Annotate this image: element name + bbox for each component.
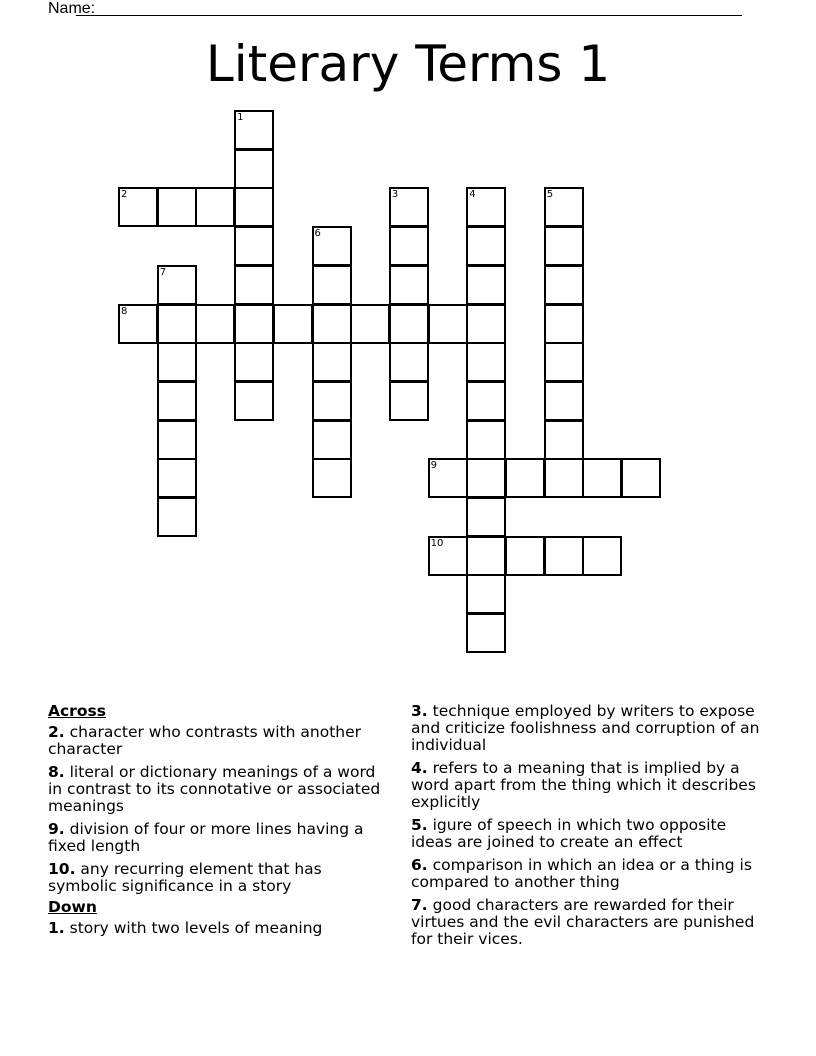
clue-text: literal or dictionary meanings of a word in contrast to its connotative or associated meanings	[48, 763, 381, 815]
grid-cell[interactable]	[466, 265, 506, 305]
grid-cell[interactable]	[312, 265, 352, 305]
clue-text: good characters are rewarded for their virtues and the evil characters are punished for their vices.	[411, 896, 755, 948]
grid-cell[interactable]	[428, 304, 468, 344]
down-heading: Down	[48, 898, 97, 916]
grid-cell[interactable]	[466, 342, 506, 382]
clue-number: 7.	[411, 896, 428, 914]
grid-cell[interactable]	[389, 381, 429, 421]
grid-cell[interactable]	[195, 304, 235, 344]
clue-number: 10.	[48, 860, 76, 878]
cell-number: 6	[314, 228, 321, 240]
grid-cell[interactable]	[157, 342, 197, 382]
grid-cell[interactable]	[389, 187, 429, 227]
grid-cell[interactable]	[273, 304, 313, 344]
grid-cell[interactable]	[350, 304, 390, 344]
cell-number: 5	[546, 189, 554, 201]
grid-cell[interactable]	[621, 458, 661, 498]
clues-left-column	[48, 703, 383, 943]
grid-cell[interactable]	[544, 187, 584, 227]
clue-down-7	[411, 897, 771, 948]
grid-cell[interactable]	[544, 381, 584, 421]
clue-text: character who contrasts with another character	[48, 723, 362, 758]
grid-cell[interactable]	[312, 226, 352, 266]
clue-text: any recurring element that has symbolic significance in a story	[48, 860, 322, 895]
clue-text: igure of speech in which two opposite ideas are joined to create an effect	[411, 816, 727, 851]
grid-cell[interactable]	[466, 420, 506, 460]
clue-text: refers to a meaning that is implied by a word apart from the thing which it describes explicitly	[411, 759, 756, 811]
grid-cell[interactable]	[234, 187, 274, 227]
grid-cell[interactable]	[312, 381, 352, 421]
name-label: Name:	[48, 0, 96, 17]
grid-cell[interactable]	[312, 420, 352, 460]
clue-text: division of four or more lines having a fixed length	[48, 820, 364, 855]
grid-cell[interactable]	[544, 458, 584, 498]
grid-cell[interactable]	[466, 613, 506, 653]
grid-cell[interactable]	[389, 226, 429, 266]
clue-across-9	[48, 821, 383, 855]
clue-text: story with two levels of meaning	[69, 919, 323, 937]
grid-cell[interactable]	[234, 226, 274, 266]
grid-cell[interactable]	[466, 458, 506, 498]
grid-cell[interactable]	[234, 381, 274, 421]
clue-number: 1.	[48, 919, 65, 937]
clue-number: 4.	[411, 759, 428, 777]
cell-number: 10	[430, 537, 444, 549]
cell-number: 4	[469, 189, 476, 201]
grid-cell[interactable]	[389, 342, 429, 382]
clue-down-3	[411, 703, 771, 754]
grid-cell[interactable]	[118, 304, 158, 344]
grid-cell[interactable]	[157, 304, 197, 344]
grid-cell[interactable]	[544, 420, 584, 460]
cell-number: 1	[237, 112, 244, 123]
clue-across-10	[48, 861, 383, 895]
clue-number: 2.	[48, 723, 65, 741]
clue-text: comparison in which an idea or a thing is compared to another thing	[411, 856, 752, 891]
grid-cell[interactable]	[389, 304, 429, 344]
cell-number: 7	[159, 266, 167, 278]
grid-cell[interactable]	[544, 304, 584, 344]
grid-cell[interactable]	[544, 536, 584, 576]
cell-number: 3	[391, 189, 399, 201]
grid-cell[interactable]	[544, 226, 584, 266]
clue-text: technique employed by writers to expose and criticize foolishness and corruption of an individual	[411, 702, 760, 754]
grid-cell[interactable]	[234, 265, 274, 305]
grid-cell[interactable]	[544, 265, 584, 305]
grid-cell[interactable]	[466, 187, 506, 227]
grid-cell[interactable]	[428, 536, 468, 576]
grid-cell[interactable]	[466, 536, 506, 576]
cell-number: 8	[121, 305, 128, 317]
cell-number: 2	[121, 189, 128, 201]
clue-across-2	[48, 724, 383, 758]
grid-cell[interactable]	[234, 110, 274, 150]
grid-cell[interactable]	[428, 458, 468, 498]
grid-cell[interactable]	[157, 187, 197, 227]
clue-number: 3.	[411, 702, 428, 720]
grid-cell[interactable]	[505, 536, 545, 576]
cell-number: 9	[430, 460, 437, 472]
grid-cell[interactable]	[157, 420, 197, 460]
clue-number: 5.	[411, 816, 428, 834]
grid-cell[interactable]	[389, 265, 429, 305]
clue-number: 9.	[48, 820, 65, 838]
grid-cell[interactable]	[466, 497, 506, 537]
grid-cell[interactable]	[157, 458, 197, 498]
across-heading: Across	[48, 702, 106, 720]
grid-cell[interactable]	[582, 536, 622, 576]
grid-cell[interactable]	[157, 265, 197, 305]
clue-down-5	[411, 817, 771, 851]
grid-cell[interactable]	[234, 342, 274, 382]
grid-cell[interactable]	[505, 458, 545, 498]
grid-cell[interactable]	[466, 381, 506, 421]
clue-across-8	[48, 764, 383, 815]
clue-number: 6.	[411, 856, 428, 874]
grid-cell[interactable]	[118, 187, 158, 227]
grid-cell[interactable]	[234, 304, 274, 344]
grid-cell[interactable]	[312, 304, 352, 344]
grid-cell[interactable]	[157, 381, 197, 421]
grid-cell[interactable]	[466, 574, 506, 614]
grid-cell[interactable]	[466, 226, 506, 266]
grid-cell[interactable]	[312, 342, 352, 382]
grid-cell[interactable]	[544, 342, 584, 382]
clue-down-6	[411, 857, 771, 891]
clue-number: 8.	[48, 763, 65, 781]
clue-down-1	[48, 920, 383, 937]
grid-cell[interactable]	[312, 458, 352, 498]
grid-cell[interactable]	[234, 149, 274, 189]
grid-cell[interactable]	[582, 458, 622, 498]
clues-right-column	[411, 703, 771, 954]
page-title: Literary Terms 1	[205, 35, 611, 93]
grid-cell[interactable]	[195, 187, 235, 227]
clue-down-4	[411, 760, 771, 811]
grid-cell[interactable]	[466, 304, 506, 344]
grid-cell[interactable]	[157, 497, 197, 537]
